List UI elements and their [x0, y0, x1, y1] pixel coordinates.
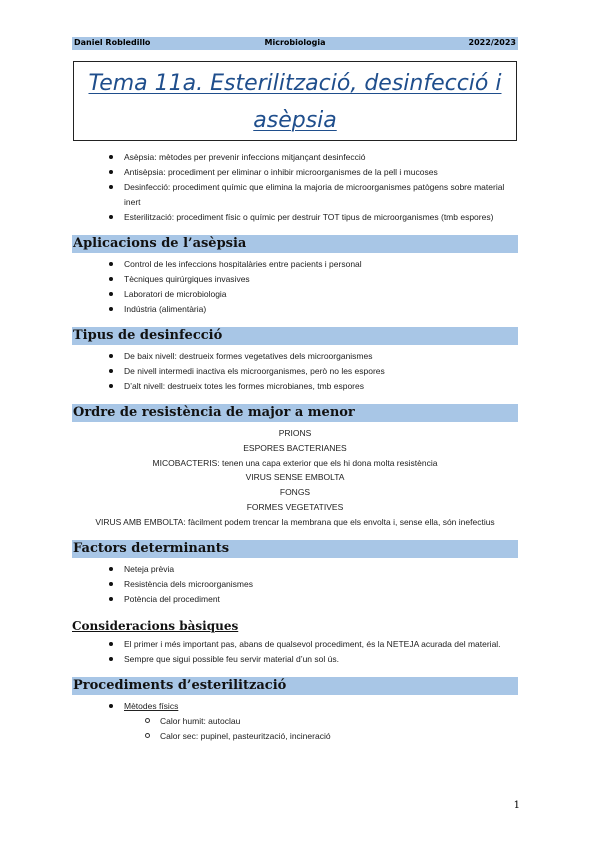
resistance-item: MICOBACTERIS: tenen una capa exterior que els hi dona molta resistència	[152, 457, 438, 468]
list-item: Esterilització: procediment físic o químic per destruir TOT tipus de microorganismes (tmb espores)	[72, 210, 518, 225]
resistance-item: FONGS	[279, 487, 311, 498]
document-body	[72, 150, 518, 744]
header-author: Daniel Robledillo	[74, 38, 151, 47]
header-subject: Microbiologia	[264, 38, 326, 47]
page-title-line-1: Tema 11a. Esterilització, desinfecció i	[88, 71, 502, 96]
page-number: 1	[513, 800, 520, 811]
list-item: Tècniques quirúrgiques invasives	[72, 272, 518, 287]
list-item: Antisèpsia: procediment per eliminar o inhibir microorganismes de la pell i mucoses	[72, 165, 518, 180]
page-header	[72, 37, 518, 50]
intro-list	[72, 150, 518, 225]
page-title-line-2: asèpsia	[253, 108, 337, 133]
resistance-item: PRIONS	[278, 428, 312, 438]
list-item: Desinfecció: procediment químic que elimina la majoria de microorganismes patògens sobre material inert	[72, 180, 518, 210]
factors-list	[72, 562, 518, 607]
consideracions-list	[72, 637, 518, 667]
header-year: 2022/2023	[468, 38, 516, 47]
list-item: Potència del procediment	[72, 592, 518, 607]
section-heading-tipus: Tipus de desinfecció	[72, 327, 518, 345]
list-item: Asèpsia: mètodes per prevenir infeccions mitjançant desinfecció	[72, 150, 518, 165]
list-item: El primer i més important pas, abans de qualsevol procediment, és la NETEJA acurada del material.	[72, 637, 518, 652]
tipus-list	[72, 349, 518, 394]
aplicacions-list	[72, 257, 518, 317]
list-item: De nivell intermedi inactiva els microorganismes, però no les espores	[72, 364, 518, 379]
procediments-list	[72, 699, 518, 744]
list-item: Resistència dels microorganismes	[72, 577, 518, 592]
section-heading-factors: Factors determinants	[72, 540, 518, 558]
sub-list-item: Calor sec: pupinel, pasteurització, incineració	[72, 729, 518, 744]
list-item: Control de les infeccions hospitalàries entre pacients i personal	[72, 257, 518, 272]
list-item: Indústria (alimentària)	[72, 302, 518, 317]
sub-list-item: Calor humit: autoclau	[72, 714, 518, 729]
subheading-consideracions: Consideracions bàsiques	[72, 618, 239, 633]
list-item-label: Mètodes físics	[124, 700, 179, 711]
section-heading-procediments: Procediments d’esterilització	[72, 677, 518, 695]
resistance-item: VIRUS AMB EMBOLTA: fàcilment podem trencar la membrana que els envolta i, sense ella, són inefectius	[95, 516, 495, 527]
list-item: De baix nivell: destrueix formes vegetatives dels microorganismes	[72, 349, 518, 364]
title-box	[73, 61, 517, 141]
list-item: Laboratori de microbiologia	[72, 287, 518, 302]
resistance-item: FORMES VEGETATIVES	[246, 501, 344, 512]
list-item: D’alt nivell: destrueix totes les formes microbianes, tmb espores	[72, 379, 518, 394]
resistance-item: VIRUS SENSE EMBOLTA	[245, 472, 345, 483]
section-heading-ordre: Ordre de resistència de major a menor	[72, 404, 518, 422]
list-item	[72, 699, 518, 714]
list-item: Neteja prèvia	[72, 562, 518, 577]
section-heading-aplicacions: Aplicacions de l’asèpsia	[72, 235, 518, 253]
resistance-order-list	[72, 426, 518, 530]
resistance-item: ESPORES BACTERIANES	[243, 442, 347, 453]
list-item: Sempre que sigui possible feu servir material d’un sol ús.	[72, 652, 518, 667]
